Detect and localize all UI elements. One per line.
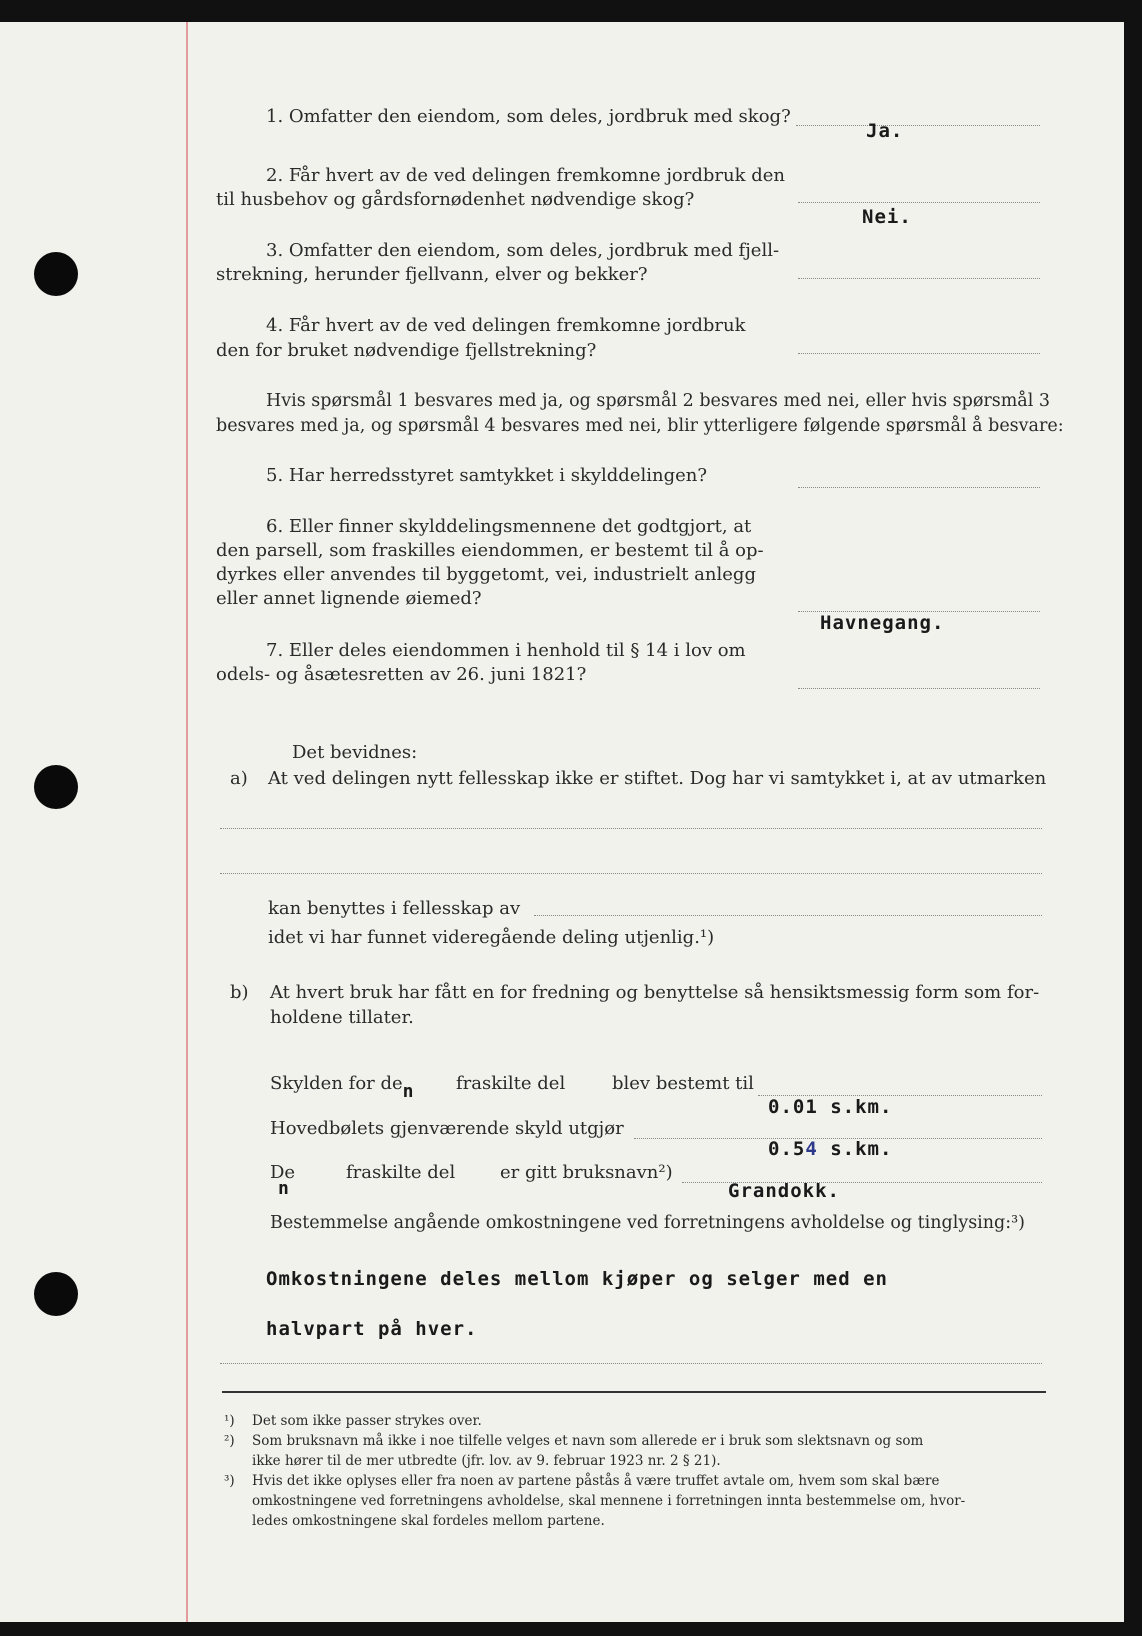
condition-line-2: besvares med ja, og spørsmål 4 besvares med nei, blir ytterligere følgende spørsmål å besvare: bbox=[216, 416, 1064, 436]
hoved-label: Hovedbølets gjenværende skyld utgjør bbox=[270, 1118, 624, 1139]
question-2-line-1: 2. Får hvert av de ved delingen fremkomne jordbruk den bbox=[266, 165, 785, 186]
attest-heading: Det bevidnes: bbox=[292, 742, 418, 763]
punch-hole-bottom bbox=[34, 1272, 78, 1316]
answer-line-7 bbox=[798, 688, 1040, 689]
answer-6: Havnegang. bbox=[820, 612, 945, 634]
handwritten-digit: 4 bbox=[805, 1138, 818, 1160]
skylden-pre: Skylden for de bbox=[270, 1073, 403, 1094]
footnote-3-mark: ³) bbox=[224, 1473, 235, 1489]
document-page bbox=[0, 22, 1124, 1622]
skylden-mid: fraskilte del bbox=[456, 1073, 566, 1094]
answer-line-4 bbox=[798, 353, 1040, 354]
question-3-line-2: strekning, herunder fjellvann, elver og bekker? bbox=[216, 264, 648, 285]
hoved-value bbox=[768, 1138, 892, 1160]
skylden-value: 0.01 s.km. bbox=[768, 1096, 893, 1118]
question-1: 1. Omfatter den eiendom, som deles, jordbruk med skog? bbox=[266, 106, 791, 127]
punch-hole-middle bbox=[34, 765, 78, 809]
answer-line-3 bbox=[798, 278, 1040, 279]
fill-line-a2 bbox=[220, 873, 1042, 874]
footnote-2-line-1: Som bruksnavn må ikke i noe tilfelle velges et navn som allerede er i bruk som slektsnavn og som bbox=[252, 1433, 924, 1449]
cost-line-1: Omkostningene deles mellom kjøper og selger med en bbox=[266, 1268, 888, 1290]
question-4-line-1: 4. Får hvert av de ved delingen fremkomne jordbruk bbox=[266, 315, 746, 336]
question-6-line-3: dyrkes eller anvendes til byggetomt, vei, industrielt anlegg bbox=[216, 564, 756, 585]
bruksnavn-value: Grandokk. bbox=[728, 1180, 840, 1202]
hoved-value-a: 0.5 bbox=[768, 1138, 806, 1160]
answer-2: Nei. bbox=[862, 206, 912, 228]
condition-line-1: Hvis spørsmål 1 besvares med ja, og spørsmål 2 besvares med nei, eller hvis spørsmål 3 bbox=[266, 391, 1051, 411]
footnote-2-mark: ²) bbox=[224, 1433, 235, 1449]
punch-hole-top bbox=[34, 252, 78, 296]
question-2-line-2: til husbehov og gårdsfornødenhet nødvendige skog? bbox=[216, 189, 695, 210]
bestemmelse-label: Bestemmelse angående omkostningene ved forretningens avholdelse og tinglysing:³) bbox=[270, 1213, 1025, 1233]
attest-a-idet: idet vi har funnet videregående deling utjenlig.¹) bbox=[268, 927, 715, 948]
skylden-post: blev bestemt til bbox=[612, 1073, 754, 1094]
handwritten-n: n bbox=[402, 1081, 414, 1102]
answer-line-1 bbox=[796, 125, 1040, 126]
footnote-1-mark: ¹) bbox=[224, 1413, 235, 1429]
footnote-3-line-1: Hvis det ikke oplyses eller fra noen av partene påstås å være truffet avtale om, hvem som skal bære bbox=[252, 1473, 940, 1489]
answer-line-2 bbox=[798, 202, 1040, 203]
question-6-line-4: eller annet lignende øiemed? bbox=[216, 588, 482, 609]
hoved-value-b: s.km. bbox=[817, 1138, 893, 1160]
skylden-label bbox=[270, 1073, 414, 1102]
attest-a-label: a) bbox=[230, 768, 248, 789]
answer-line-5 bbox=[798, 487, 1040, 488]
attest-a-benyttes: kan benyttes i fellesskap av bbox=[268, 898, 521, 919]
footnote-3-line-2: omkostningene ved forretningens avholdelse, skal mennene i forretningen innta bestemmelse om, hvor- bbox=[252, 1493, 966, 1509]
question-6-line-1: 6. Eller finner skylddelingsmennene det godtgjort, at bbox=[266, 516, 752, 537]
attest-b-line-1: At hvert bruk har fått en for fredning og benyttelse så hensiktsmessig form som for- bbox=[270, 982, 1040, 1003]
footnote-2-line-2: ikke hører til de mer utbredte (jfr. lov. av 9. februar 1923 nr. 2 § 21). bbox=[252, 1453, 721, 1469]
attest-a-text: At ved delingen nytt fellesskap ikke er stiftet. Dog har vi samtykket i, at av utmarken bbox=[268, 768, 1047, 789]
fill-line-a1 bbox=[220, 828, 1042, 829]
question-7-line-1: 7. Eller deles eiendommen i henhold til § 14 i lov om bbox=[266, 640, 746, 661]
question-7-line-2: odels- og åsætesretten av 26. juni 1821? bbox=[216, 664, 587, 685]
question-5: 5. Har herredsstyret samtykket i skylddelingen? bbox=[266, 465, 707, 486]
fill-line-a3 bbox=[534, 915, 1042, 916]
den-mid: fraskilte del bbox=[346, 1162, 456, 1183]
footnote-1: Det som ikke passer strykes over. bbox=[252, 1413, 482, 1429]
margin-line bbox=[186, 22, 188, 1622]
footnote-rule bbox=[222, 1391, 1046, 1393]
footnote-3-line-3: ledes omkostningene skal fordeles mellom partene. bbox=[252, 1513, 605, 1529]
den-post: er gitt bruksnavn²) bbox=[500, 1162, 673, 1183]
fill-line-cost bbox=[220, 1363, 1042, 1364]
den-pre: De bbox=[270, 1162, 296, 1183]
question-3-line-1: 3. Omfatter den eiendom, som deles, jordbruk med fjell- bbox=[266, 240, 780, 261]
attest-b-label: b) bbox=[230, 982, 249, 1003]
answer-1: Ja. bbox=[866, 120, 904, 142]
cost-line-2: halvpart på hver. bbox=[266, 1318, 478, 1340]
attest-b-line-2: holdene tillater. bbox=[270, 1007, 414, 1028]
question-6-line-2: den parsell, som fraskilles eiendommen, er bestemt til å op- bbox=[216, 540, 764, 561]
question-4-line-2: den for bruket nødvendige fjellstrekning? bbox=[216, 340, 597, 361]
handwritten-n-2: n bbox=[278, 1178, 289, 1199]
